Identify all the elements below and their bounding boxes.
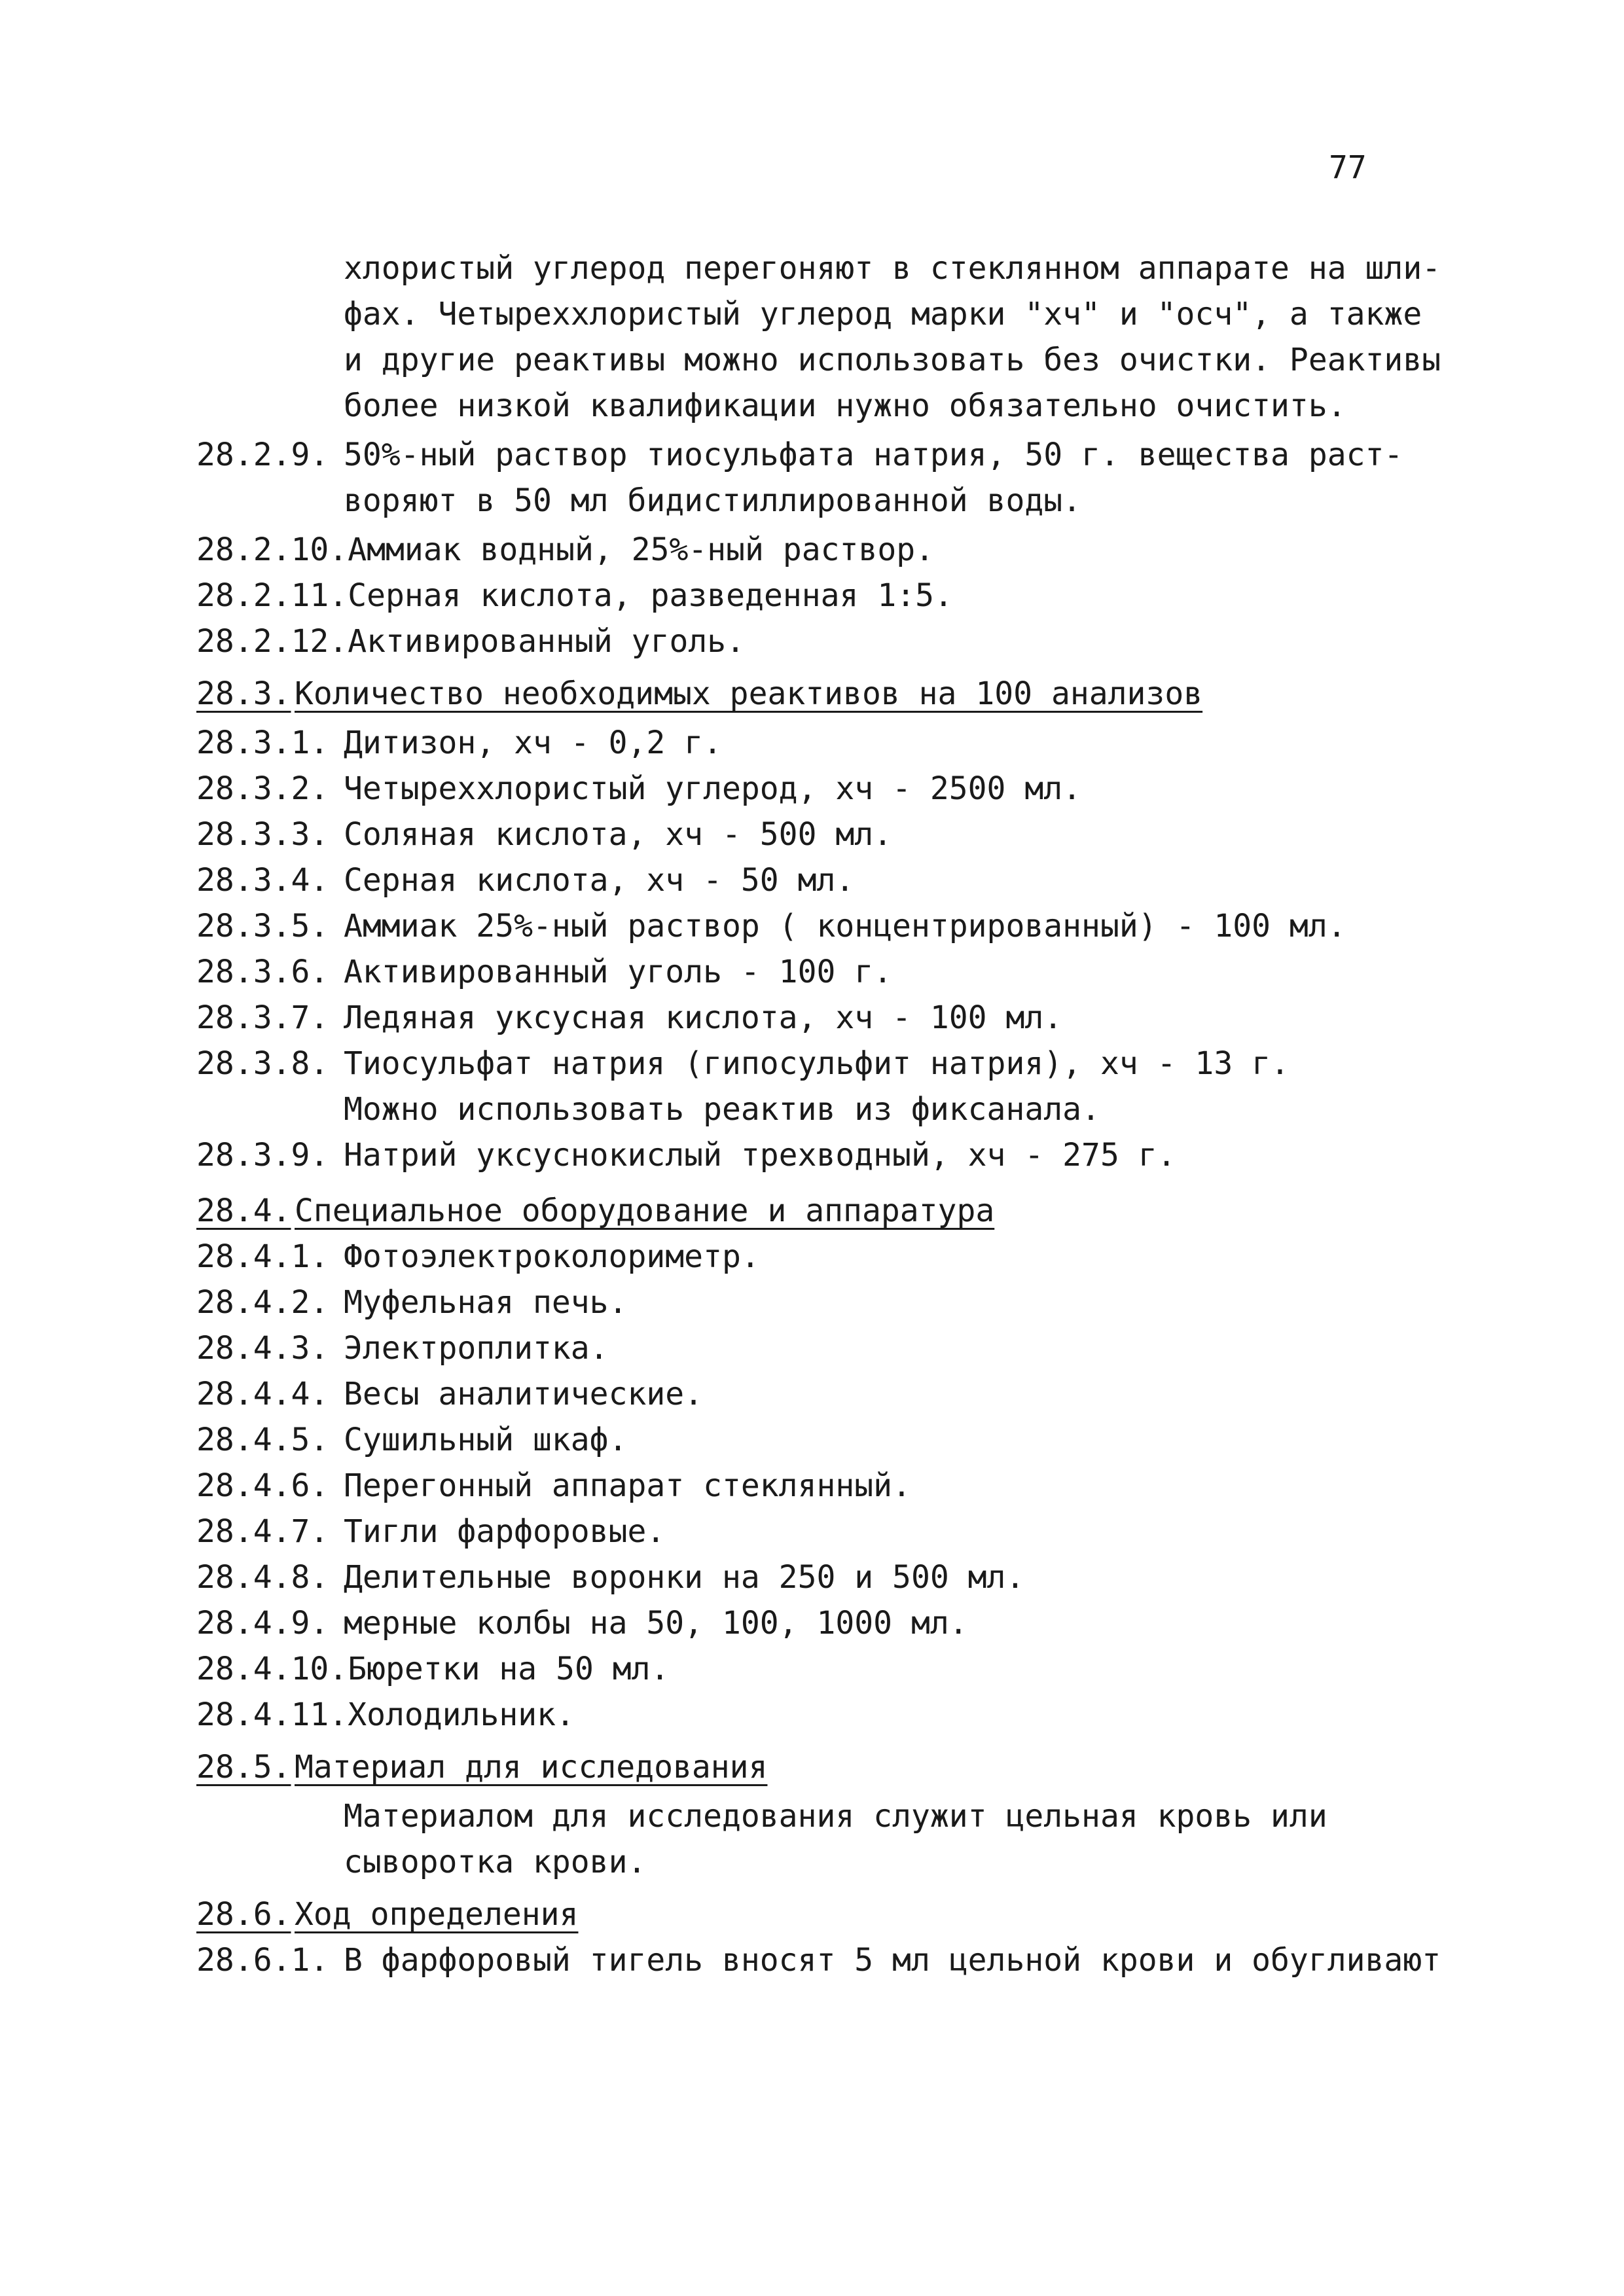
text-line [196, 1463, 911, 1509]
text-line [344, 1086, 1100, 1132]
text-line [196, 1600, 968, 1646]
text-line [196, 1371, 703, 1417]
line-text: Делительные воронки на 250 и 500 мл. [344, 1559, 1025, 1596]
line-text: Можно использовать реактив из фиксанала. [344, 1091, 1100, 1128]
item-number: 28.4.1. [196, 1238, 329, 1275]
line-text: Материал для исследования [295, 1749, 768, 1785]
item-number: 28.2.11. [196, 577, 348, 614]
item-number: 28.3.5. [196, 908, 329, 944]
text-line [196, 1041, 1290, 1086]
text-line [196, 903, 1346, 949]
section-heading [196, 1744, 767, 1790]
line-text: хлористый углерод перегоняют в стеклянном аппарате на шли- [344, 250, 1441, 287]
text-line [196, 812, 892, 857]
text-line [196, 527, 934, 573]
item-number: 28.4.11. [196, 1696, 348, 1733]
line-text: воряют в 50 мл бидистиллированной воды. [344, 482, 1082, 519]
section-heading [196, 1892, 578, 1937]
line-text: и другие реактивы можно использовать без очистки. Реактивы [344, 342, 1441, 378]
section-heading [196, 1188, 994, 1234]
item-number: 28.4.2. [196, 1284, 329, 1321]
line-text: сыворотка крови. [344, 1844, 647, 1880]
line-text: Электроплитка. [344, 1330, 609, 1367]
line-text: более низкой квалификации нужно обязательно очистить. [344, 387, 1346, 424]
item-number: 28.4.7. [196, 1513, 329, 1550]
line-text: Ход определения [295, 1896, 579, 1933]
text-line [344, 478, 1081, 524]
line-text: Весы аналитические. [344, 1376, 704, 1412]
text-line [344, 291, 1422, 337]
text-line [344, 383, 1346, 429]
text-line [196, 1554, 1024, 1600]
page-number: 77 [1329, 149, 1367, 186]
line-text: Количество необходимых реактивов на 100 анализов [295, 675, 1203, 712]
line-text: Активированный уголь. [348, 623, 746, 660]
item-number: 28.4.6. [196, 1467, 329, 1504]
line-text: Холодильник. [348, 1696, 575, 1733]
line-text: Натрий уксуснокислый трехводный, хч - 275 г. [344, 1137, 1176, 1174]
text-line [196, 995, 1062, 1041]
item-number: 28.4.5. [196, 1422, 329, 1458]
line-text: Тигли фарфоровые. [344, 1513, 666, 1550]
line-text: 50%-ный раствор тиосульфата натрия, 50 г. вещества раст- [344, 437, 1403, 473]
line-text: Муфельная печь. [344, 1284, 628, 1321]
line-text: Специальное оборудование и аппаратура [295, 1193, 995, 1229]
text-line [344, 1839, 646, 1885]
line-text: Дитизон, хч - 0,2 г. [344, 725, 722, 761]
line-text: Ледяная уксусная кислота, хч - 100 мл. [344, 999, 1063, 1036]
item-number: 28.3.8. [196, 1045, 329, 1082]
item-number: 28.3.2. [196, 770, 329, 807]
line-text: Тиосульфат натрия (гипосульфит натрия), хч - 13 г. [344, 1045, 1290, 1082]
text-line [196, 1509, 665, 1554]
line-text: Соляная кислота, хч - 500 мл. [344, 816, 893, 853]
text-line [196, 720, 722, 766]
line-text: Четыреххлористый углерод, хч - 2500 мл. [344, 770, 1082, 807]
item-number: 28.3.1. [196, 725, 329, 761]
line-text: Фотоэлектроколориметр. [344, 1238, 760, 1275]
item-number: 28.2.10. [196, 531, 348, 568]
text-line [196, 1132, 1176, 1178]
text-line [196, 1646, 669, 1692]
text-line [196, 1280, 627, 1325]
item-number: 28.4.3. [196, 1330, 329, 1367]
item-number: 28.6.1. [196, 1942, 329, 1979]
text-line [196, 1325, 609, 1371]
text-line [196, 766, 1081, 812]
line-text: мерные колбы на 50, 100, 1000 мл. [344, 1605, 968, 1641]
item-number: 28.2.12. [196, 623, 348, 660]
text-line [344, 1793, 1327, 1839]
item-number: 28.4.8. [196, 1559, 329, 1596]
item-number: 28.5. [196, 1749, 291, 1785]
line-text: Перегонный аппарат стеклянный. [344, 1467, 911, 1504]
text-line [344, 245, 1441, 291]
line-text: Аммиак водный, 25%-ный раствор. [348, 531, 935, 568]
item-number: 28.4.9. [196, 1605, 329, 1641]
item-number: 28.6. [196, 1896, 291, 1933]
item-number: 28.4.10. [196, 1651, 348, 1687]
line-text: Аммиак 25%-ный раствор ( концентрированный) - 100 мл. [344, 908, 1346, 944]
text-line [196, 1234, 760, 1280]
item-number: 28.3.3. [196, 816, 329, 853]
item-number: 28.4.4. [196, 1376, 329, 1412]
line-text: Сушильный шкаф. [344, 1422, 628, 1458]
line-text: В фарфоровый тигель вносят 5 мл цельной крови и обугливают [344, 1942, 1441, 1979]
line-text: Бюретки на 50 мл. [348, 1651, 670, 1687]
line-text: Серная кислота, разведенная 1:5. [348, 577, 953, 614]
item-number: 28.3.4. [196, 862, 329, 899]
item-number: 28.2.9. [196, 437, 329, 473]
text-line [344, 337, 1441, 383]
text-line [196, 1417, 627, 1463]
text-line [196, 949, 892, 995]
line-text: Серная кислота, хч - 50 мл. [344, 862, 855, 899]
item-number: 28.3.9. [196, 1137, 329, 1174]
text-line [196, 857, 854, 903]
item-number: 28.3. [196, 675, 291, 712]
line-text: фах. Четыреххлористый углерод марки "хч" и "осч", а также [344, 296, 1422, 332]
item-number: 28.3.7. [196, 999, 329, 1036]
section-heading [196, 671, 1202, 717]
text-line [196, 1692, 575, 1738]
text-line [196, 1937, 1441, 1983]
line-text: Материалом для исследования служит цельная кровь или [344, 1798, 1327, 1835]
text-line [196, 432, 1403, 478]
item-number: 28.4. [196, 1193, 291, 1229]
item-number: 28.3.6. [196, 954, 329, 990]
text-line [196, 573, 953, 619]
line-text: Активированный уголь - 100 г. [344, 954, 893, 990]
text-line [196, 619, 745, 664]
